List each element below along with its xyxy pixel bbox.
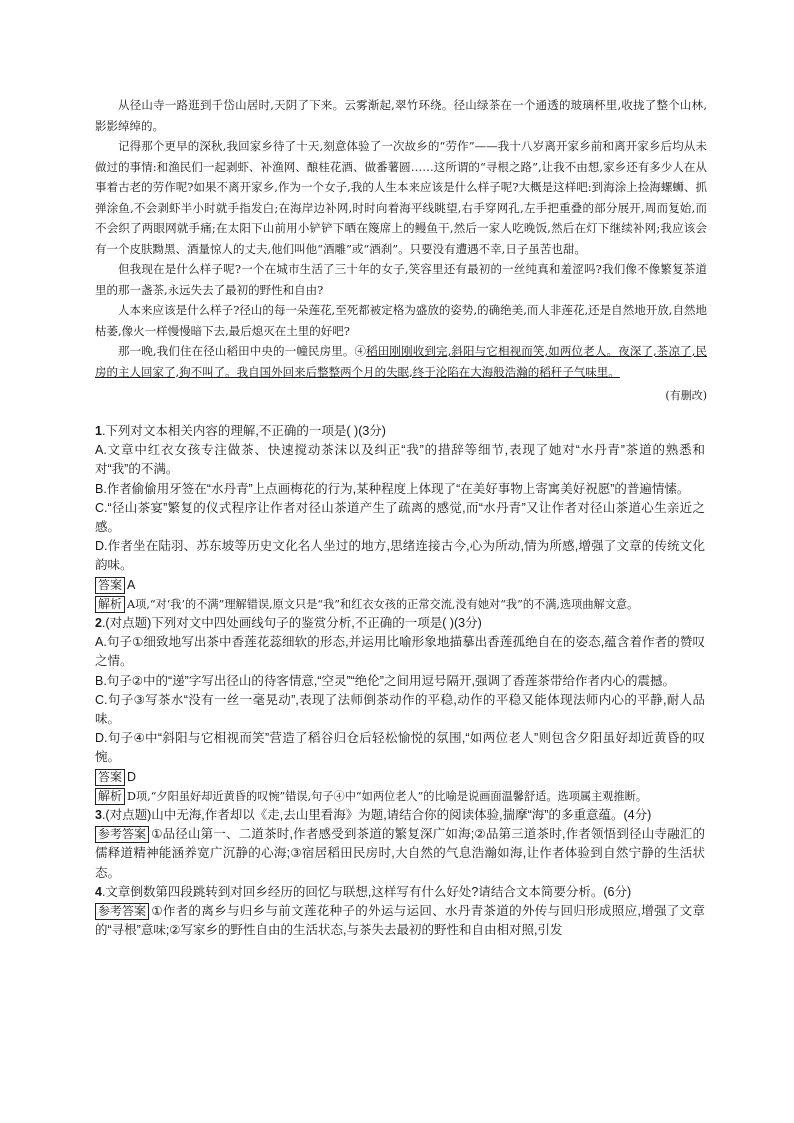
reference-answer-text: ①品径山第一、二道茶时,作者感受到茶道的繁复深广如海;②品第三道茶时,作者领悟到径山寺融汇的儒释道精神能涵养宽广沉静的心海;③宿居稻田民房时,大自然的气息浩瀚如海,让作者体验到自然宁静的生活状态。 — [95, 827, 705, 880]
question-text: .(对点题)下列对文中四处画线句子的鉴赏分析,不正确的一项是( )(3分) — [101, 616, 482, 631]
article-paragraph: 但我现在是什么样子呢?一个在城市生活了三十年的女子,笑容里还有最初的一丝纯真和羞涩吗?我们像不像繁复茶道里的那一盏茶,永远失去了最初的野性和自由? — [95, 262, 707, 297]
reference-answer-tag: 参考答案 — [95, 826, 149, 843]
option-c: C.句子③写茶水“没有一丝一毫晃动”,表现了法师倒茶动作的平稳,动作的平稳又能体现法师内心的平静,耐人品味。 — [95, 692, 705, 727]
answer-line — [95, 576, 705, 595]
answer-tag: 答案 — [95, 769, 125, 786]
question-number: 2 — [95, 616, 102, 631]
question-3-stem — [95, 806, 705, 825]
answer-value: D — [127, 769, 137, 784]
questions-section — [95, 422, 705, 940]
article-paragraph: 记得那个更早的深秋,我回家乡待了十天,刻意体验了一次故乡的“劳作”——我十八岁离开家乡前和离开家乡后均从未做过的事情:和渔民们一起剥虾、补渔网、酿桂花酒、做番薯圆……这所谓的“寻根之路”,让我不由想,家乡还有多少人在从事着古老的劳作呢?如果不离开家乡,作为一个女子,我的人生本来应该是什么样子呢?大概是这样吧:到海涂上捡海螺蛳、抓弹涂鱼,不会剥虾半小时就手指发白;在海岸边补网,时时向着海平线眺望,右手穿网孔,左手把重叠的部分展开,周而复始,而不会织了两眼网就手痛;在太阳下山前用小铲铲下晒在篾席上的鳗鱼干,然后一家人吃晚饭,然后在灯下继续补网;我应该会有一个皮肤黝黑、酒量惊人的丈夫,他们叫他“酒雕”或“酒刹”。只要没有遭遇不幸,日子虽苦也甜。 — [95, 139, 707, 256]
explanation-tag: 解析 — [95, 596, 125, 613]
explanation-tag: 解析 — [95, 788, 125, 805]
underlined-sentence-4: 稻田刚刚收到完,斜阳与它相视而笑,如两位老人 — [366, 344, 607, 358]
reference-answer-tag: 参考答案 — [95, 903, 149, 920]
article-paragraph: 从径山寺一路逛到千岱山居时,天阴了下来。云雾渐起,翠竹环绕。径山绿茶在一个通透的玻璃杯里,收拢了整个山林,影影绰绰的。 — [95, 98, 707, 133]
question-2-stem — [95, 614, 705, 633]
answer-tag: 答案 — [95, 577, 125, 594]
article-paragraph: 人本来应该是什么样子?径山的每一朵莲花,至死都被定格为盛放的姿势,的确绝美,而人非莲花,还是自然地开放,自然地枯萎,像火一样慢慢暗下去,最后熄灭在土里的好吧? — [95, 303, 707, 338]
reference-answer-line — [95, 825, 705, 883]
option-a: A.文章中红衣女孩专注做茶、快速搅动茶沫以及纠正“我”的措辞等细节,表现了她对“水丹青”茶道的熟悉和对“我”的不满。 — [95, 443, 705, 477]
option-d: D.句子④中“斜阳与它相视而笑”营造了稻谷归仓后轻松愉悦的氛围,“如两位老人”则包含夕阳虽好却近黄昏的叹惋。 — [95, 731, 705, 765]
option-c: C.“径山茶宴”繁复的仪式程序让作者对径山茶道产生了疏离的感觉,而“水丹青”又让作者对径山茶道心生亲近之感。 — [95, 500, 705, 535]
paragraph-text: 那一晚,我们住在径山稻田中央的一幢民房里。④ — [118, 344, 367, 358]
question-number: 4 — [95, 884, 102, 899]
question-text: .(对点题)山中无海,作者却以《走,去山里看海》为题,请结合你的阅读体验,揣摩“海”的多重意蕴。(4分) — [101, 808, 652, 823]
question-4-stem — [95, 883, 705, 902]
answer-line — [95, 768, 705, 787]
question-number: 3 — [95, 808, 102, 823]
option-b: B.作者偷偷用牙签在“水丹青”上点画梅花的行为,某种程度上体现了“在美好事物上寄寓美好祝愿”的普遍情愫。 — [95, 481, 690, 496]
option-b: B.句子②中的“递”字写出径山的待客情意,“空灵”“绝伦”之间用逗号隔开,强调了香莲茶带给作者内心的震撼。 — [95, 673, 675, 688]
explanation-text: D项,“夕阳虽好却近黄昏的叹惋”错误,句子④中“如两位老人”的比喻是说画面温馨舒适。选项属主观推断。 — [127, 789, 648, 803]
answer-value: A — [127, 577, 136, 592]
question-text: .文章倒数第四段跳转到对回乡经历的回忆与联想,这样写有什么好处?请结合文本简要分析。(6分) — [101, 884, 632, 899]
question-number: 1 — [95, 424, 102, 438]
explanation-line — [95, 787, 705, 806]
explanation-text: A项,“对‘我’的不满”理解错误,原文只是“我”和红衣女孩的正常交流,没有她对“我”的不满,选项曲解文意。 — [127, 597, 639, 611]
option-a: A.句子①细致地写出茶中香莲花蕊细软的形态,并运用比喻形象地描摹出香莲孤绝自在的姿态,蕴含着作者的赞叹之情。 — [95, 635, 705, 669]
reference-answer-line — [95, 902, 705, 940]
question-text: .下列对文本相关内容的理解,不正确的一项是( )(3分) — [101, 424, 386, 438]
source-note: (有删改) — [665, 389, 707, 402]
article-paragraph-last — [95, 341, 707, 382]
option-d: D.作者坐在陆羽、苏东坡等历史文化名人坐过的地方,思绪连接古今,心为所动,情为所感,增强了文章的传统文化韵味。 — [95, 539, 705, 573]
question-1-stem — [95, 422, 705, 441]
article-excerpt — [95, 95, 707, 407]
paragraph-text: 。夜深了,茶凉了,民房的主人回家了,狗不叫了。我自国外回来后整整两个月的失眠,终于沦陷在大海般浩瀚的稻秆子气味里。 — [95, 344, 708, 379]
reference-answer-text: ①作者的离乡与归乡与前文莲花种子的外运与运回、水丹青茶道的外传与回归形成照应,增强了文章的“寻根”意味;②写家乡的野性自由的生活状态,与茶失去最初的野性和自由相对照,引发 — [95, 904, 705, 938]
explanation-line — [95, 595, 705, 614]
